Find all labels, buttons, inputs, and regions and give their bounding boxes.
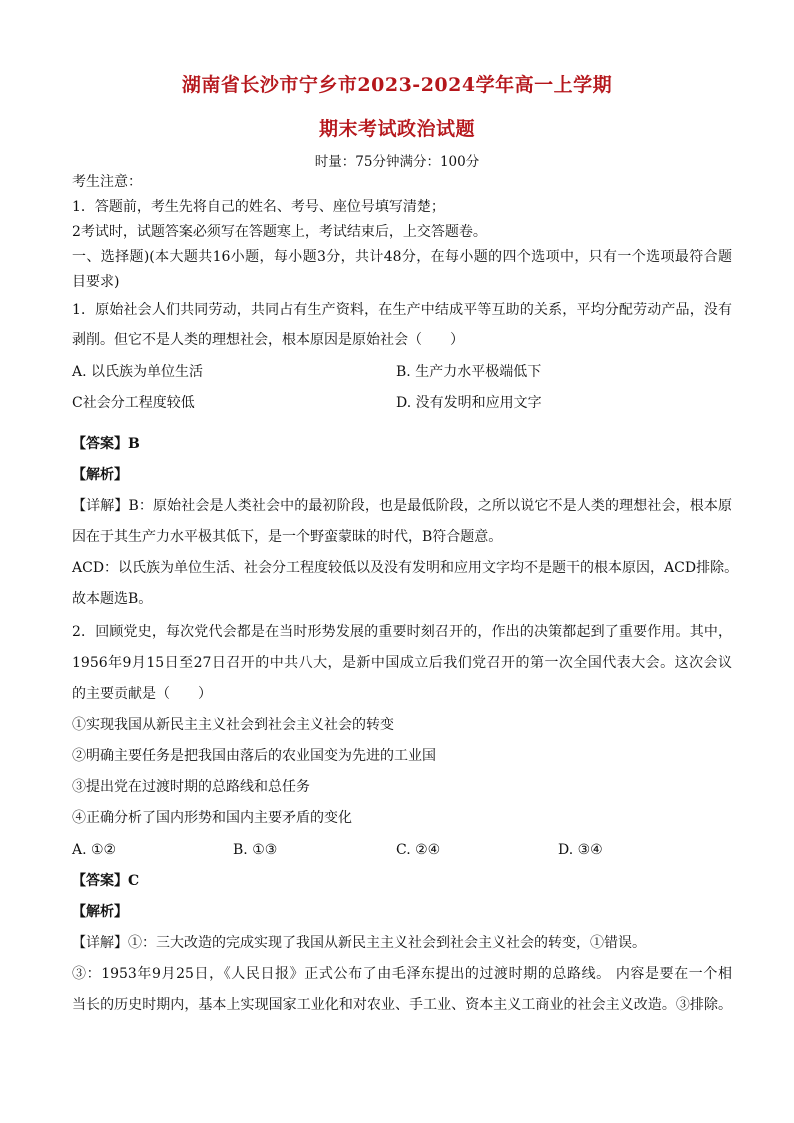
q2-option-a: A. ①② <box>72 842 117 858</box>
section1-heading-line1: 一、选择题)(本大题共16小题，每小题3分，共计48分，在每小题的四个选项中，只有一个选项最符合题 <box>72 249 732 265</box>
q2-statement-2: ②明确主要任务是把我国由落后的农业国变为先进的工业国 <box>72 748 436 764</box>
q1-stem-line1: 1．原始社会人们共同劳动，共同占有生产资料，在生产中结成平等互助的关系，平均分配劳动产品，没有 <box>72 302 732 318</box>
q1-option-b: B. 生产力水平极端低下 <box>396 364 542 380</box>
q2-option-b: B. ①③ <box>233 842 278 858</box>
q1-option-d: D. 没有发明和应用文字 <box>396 395 542 411</box>
section1-heading-line2: 目要求) <box>72 274 120 290</box>
q1-answer: 【答案】B <box>72 436 140 452</box>
document-title-line1: 湖南省长沙市宁乡市2023-2024学年高一上学期 <box>181 74 613 96</box>
q1-detail-line3: ACD：以氏族为单位生活、社会分工程度较低以及没有发明和应用文字均不是题干的根本原因，ACD排除。 <box>72 560 739 576</box>
exam-time-score: 时量：75分钟满分：100分 <box>314 154 480 170</box>
q2-statement-4: ④正确分析了国内形势和国内主要矛盾的变化 <box>72 810 352 826</box>
q2-statement-1: ①实现我国从新民主主义社会到社会主义社会的转变 <box>72 717 394 733</box>
q2-analysis-label: 【解析】 <box>72 904 128 920</box>
notice-item-2: 2考试时，试题答案必须写在答题寒上，考试结束后，上交答题卷。 <box>72 224 487 240</box>
q2-answer: 【答案】C <box>72 873 140 889</box>
q1-analysis-label: 【解析】 <box>72 467 128 483</box>
q2-detail-line2: ③：1953年9月25日，《人民日报》正式公布了由毛泽东提出的过渡时期的总路线。 内容是要在一个相 <box>72 966 732 982</box>
q2-stem-line2: 1956年9月15日至27日召开的中共八大，是新中国成立后我们党召开的第一次全国代表大会。这次会议 <box>72 655 732 671</box>
q1-detail-line2: 因在于其生产力水平极其低下，是一个野蛮蒙昧的时代，B符合题意。 <box>72 529 503 545</box>
notice-heading: 考生注意： <box>72 174 142 190</box>
q1-option-a: A. 以氏族为单位生活 <box>72 364 204 380</box>
q1-detail-line4: 故本题选B。 <box>72 591 153 607</box>
q2-stem-line3: 的主要贡献是（ ） <box>72 686 212 702</box>
q1-stem-line2: 剥削。但它不是人类的理想社会，根本原因是原始社会（ ） <box>72 332 464 348</box>
q2-detail-line3: 当长的历史时期内，基本上实现国家工业化和对农业、手工业、资本主义工商业的社会主义改造。③排除。 <box>72 997 732 1013</box>
q2-stem-line1: 2．回顾党史，每次党代会都是在当时形势发展的重要时刻召开的，作出的决策都起到了重要作用。其中， <box>72 624 732 640</box>
q1-detail-line1: 【详解】B：原始社会是人类社会中的最初阶段，也是最低阶段，之所以说它不是人类的理想社会，根本原 <box>72 498 732 514</box>
q2-option-c: C. ②④ <box>396 842 441 858</box>
notice-item-1: 1．答题前，考生先将自己的姓名、考号、座位号填写清楚； <box>72 199 445 215</box>
q2-detail-line1: 【详解】①：三大改造的完成实现了我国从新民主主义社会到社会主义社会的转变，①错误。 <box>72 935 646 951</box>
q1-option-c: C社会分工程度较低 <box>72 395 195 411</box>
q2-option-d: D. ③④ <box>558 842 603 858</box>
q2-statement-3: ③提出党在过渡时期的总路线和总任务 <box>72 779 310 795</box>
document-title-line2: 期末考试政治试题 <box>318 118 475 140</box>
